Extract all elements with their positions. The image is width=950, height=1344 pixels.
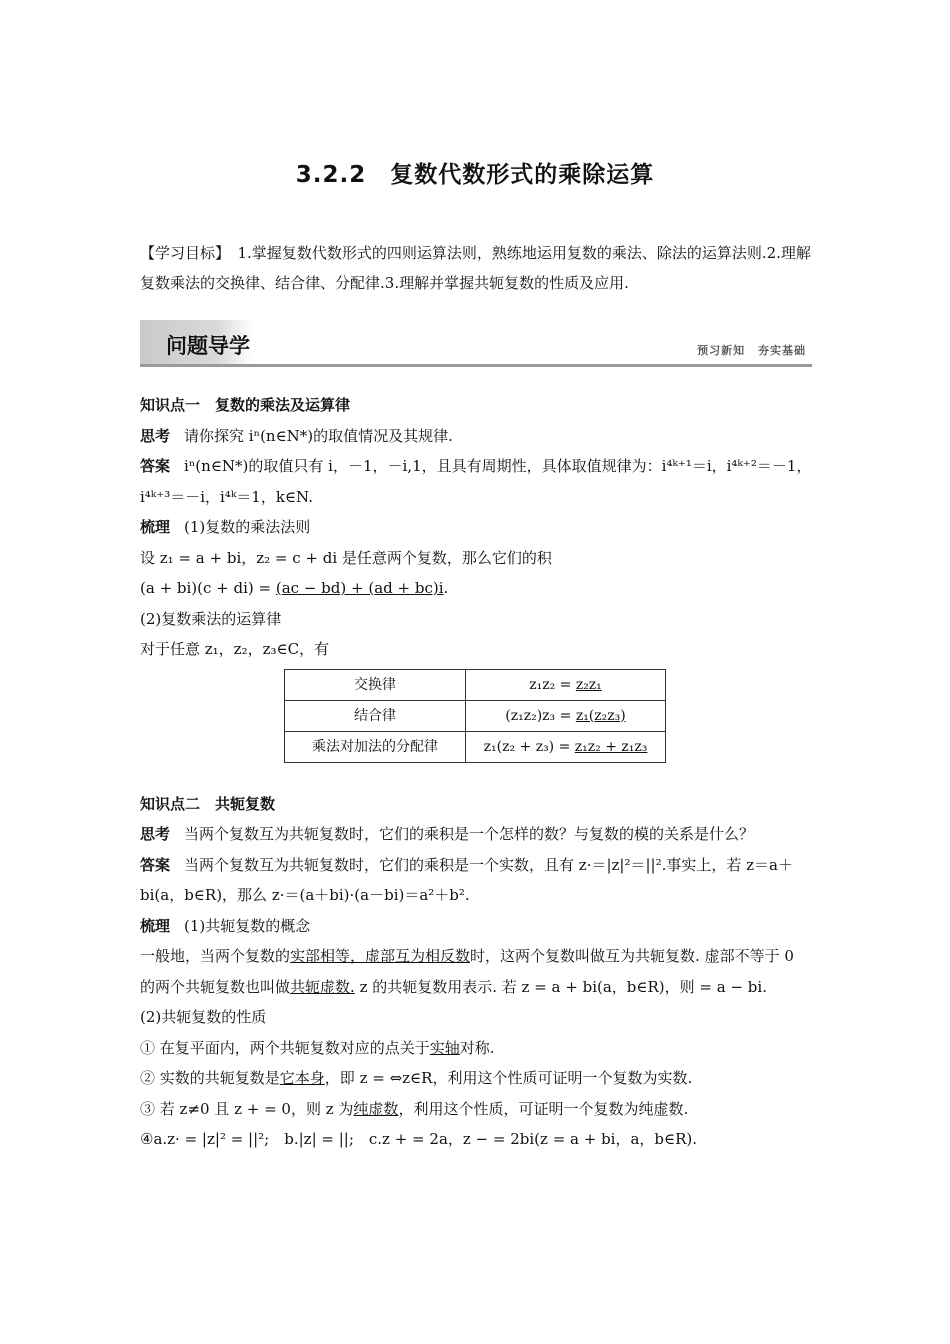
law-formula	[466, 669, 666, 700]
property-answer: 实轴	[429, 1038, 460, 1057]
rule-prefix: (a + bi)(c + di) =	[140, 579, 276, 597]
property-answer: 纯虚数	[353, 1099, 399, 1118]
concept-part-a: 一般地，当两个复数的	[140, 947, 291, 965]
answer-text: iⁿ(n∈N*)的取值只有 i，－1，－i,1，且具有周期性，具体取值规律为：i⁴ᵏ⁺¹＝i，i⁴ᵏ⁺²＝－1，i⁴ᵏ⁺³＝－i，i⁴ᵏ＝1，k∈N.	[140, 457, 812, 506]
property-answer: 它本身	[279, 1069, 325, 1087]
summary-label: 梳理	[140, 518, 171, 536]
law-formula	[466, 731, 666, 762]
property-text: ① 在复平面内，两个共轭复数对应的点关于	[140, 1038, 430, 1057]
formula-rhs: z₁(z₂z₃)	[575, 707, 626, 724]
multiplication-rule	[140, 573, 812, 604]
think-label: 思考	[140, 825, 171, 843]
main-content	[140, 390, 812, 1155]
concept-answer-2: 共轭虚数.	[290, 977, 355, 996]
table-row	[285, 669, 666, 700]
property-text: ③ 若 z≠0 且 z + = 0，则 z 为	[140, 1099, 354, 1118]
summary-label: 梳理	[140, 916, 171, 935]
law-formula	[466, 700, 666, 731]
learning-objectives: 【学习目标】 1.掌握复数代数形式的四则运算法则，熟练地运用复数的乘法、除法的运算法则.2.理解复数乘法的交换律、结合律、分配律.3.理解并掌握共轭复数的性质及应用.	[140, 244, 811, 292]
properties-title: (2)共轭复数的性质	[140, 1008, 267, 1026]
concept-part-c: z 的共轭复数用表示. 若 z = a + bi(a，b∈R)，则 = a − bi.	[354, 977, 767, 996]
answer-label: 答案	[140, 855, 171, 874]
rule-suffix: .	[443, 579, 449, 597]
formula-lhs: z₁(z₂ + z₃) =	[483, 738, 575, 755]
kp1-answer	[140, 451, 812, 512]
formula-lhs: z₁z₂ =	[529, 676, 576, 693]
property-text: ，利用这个性质，可证明一个复数为纯虚数.	[398, 1099, 689, 1118]
formula-rhs: z₂z₁	[575, 676, 602, 693]
knowledge-point-1-heading: 知识点一 复数的乘法及运算律	[140, 396, 351, 414]
kp1-think	[140, 421, 812, 452]
kp2-answer	[140, 850, 812, 911]
answer-text: 当两个复数互为共轭复数时，它们的乘积是一个实数，且有 z·＝|z|²＝||².事实上，若 z＝a＋bi(a，b∈R)，那么 z·＝(a＋bi)·(a－bi)＝a²＋b².	[140, 855, 793, 904]
page-title: 3.2.2 复数代数形式的乘除运算	[295, 162, 655, 188]
property-3	[140, 1094, 812, 1125]
laws-table	[284, 669, 666, 763]
think-text: 当两个复数互为共轭复数时，它们的乘积是一个怎样的数？与复数的模的关系是什么？	[184, 825, 755, 843]
concept-answer-1: 实部相等，虚部互为相反数	[290, 947, 471, 965]
formula-rhs: z₁z₂ + z₁z₃	[574, 738, 648, 755]
law-name: 乘法对加法的分配律	[285, 731, 466, 762]
property-2	[140, 1063, 812, 1094]
table-row	[285, 700, 666, 731]
conjugate-concept	[140, 941, 812, 1002]
summary-text: (1)复数的乘法法则	[184, 518, 311, 536]
laws-title: (2)复数乘法的运算律	[140, 609, 282, 628]
property-text: ② 实数的共轭复数是	[140, 1069, 280, 1087]
property-text: 对称.	[459, 1038, 495, 1057]
kp2-think	[140, 819, 812, 850]
laws-intro: 对于任意 z₁，z₂，z₃∈C，有	[140, 640, 330, 658]
section-header	[140, 320, 812, 367]
rule-answer: (ac − bd) + (ad + bc)i	[275, 579, 444, 597]
summary-text: (1)共轭复数的概念	[184, 916, 311, 935]
kp1-summary	[140, 512, 812, 543]
think-text: 请你探究 iⁿ(n∈N*)的取值情况及其规律.	[184, 426, 453, 445]
property-4: ④a.z· = |z|² = ||²; b.|z| = ||; c.z + = 2a，z − = 2bi(z = a + bi，a，b∈R).	[140, 1130, 698, 1148]
law-name: 结合律	[285, 700, 466, 731]
multiplication-setup: 设 z₁ = a + bi，z₂ = c + di 是任意两个复数，那么它们的积	[140, 548, 552, 567]
kp2-summary	[140, 911, 812, 942]
think-label: 思考	[140, 426, 171, 445]
section-title: 问题导学	[166, 334, 250, 358]
knowledge-point-2-heading: 知识点二 共轭复数	[140, 794, 276, 813]
property-text: ，即 z = ⇔z∈R，利用这个性质可证明一个复数为实数.	[324, 1069, 693, 1087]
concept-part-b: 时，这两个复数叫做互为共轭复数. 虚部不等于 0 的两个共轭复数也叫做	[140, 947, 794, 996]
formula-lhs: (z₁z₂)z₃ =	[505, 707, 576, 724]
table-row	[285, 731, 666, 762]
answer-label: 答案	[140, 457, 171, 475]
property-1	[140, 1033, 812, 1064]
law-name: 交换律	[285, 669, 466, 700]
section-tagline: 预习新知 夯实基础	[697, 344, 806, 357]
